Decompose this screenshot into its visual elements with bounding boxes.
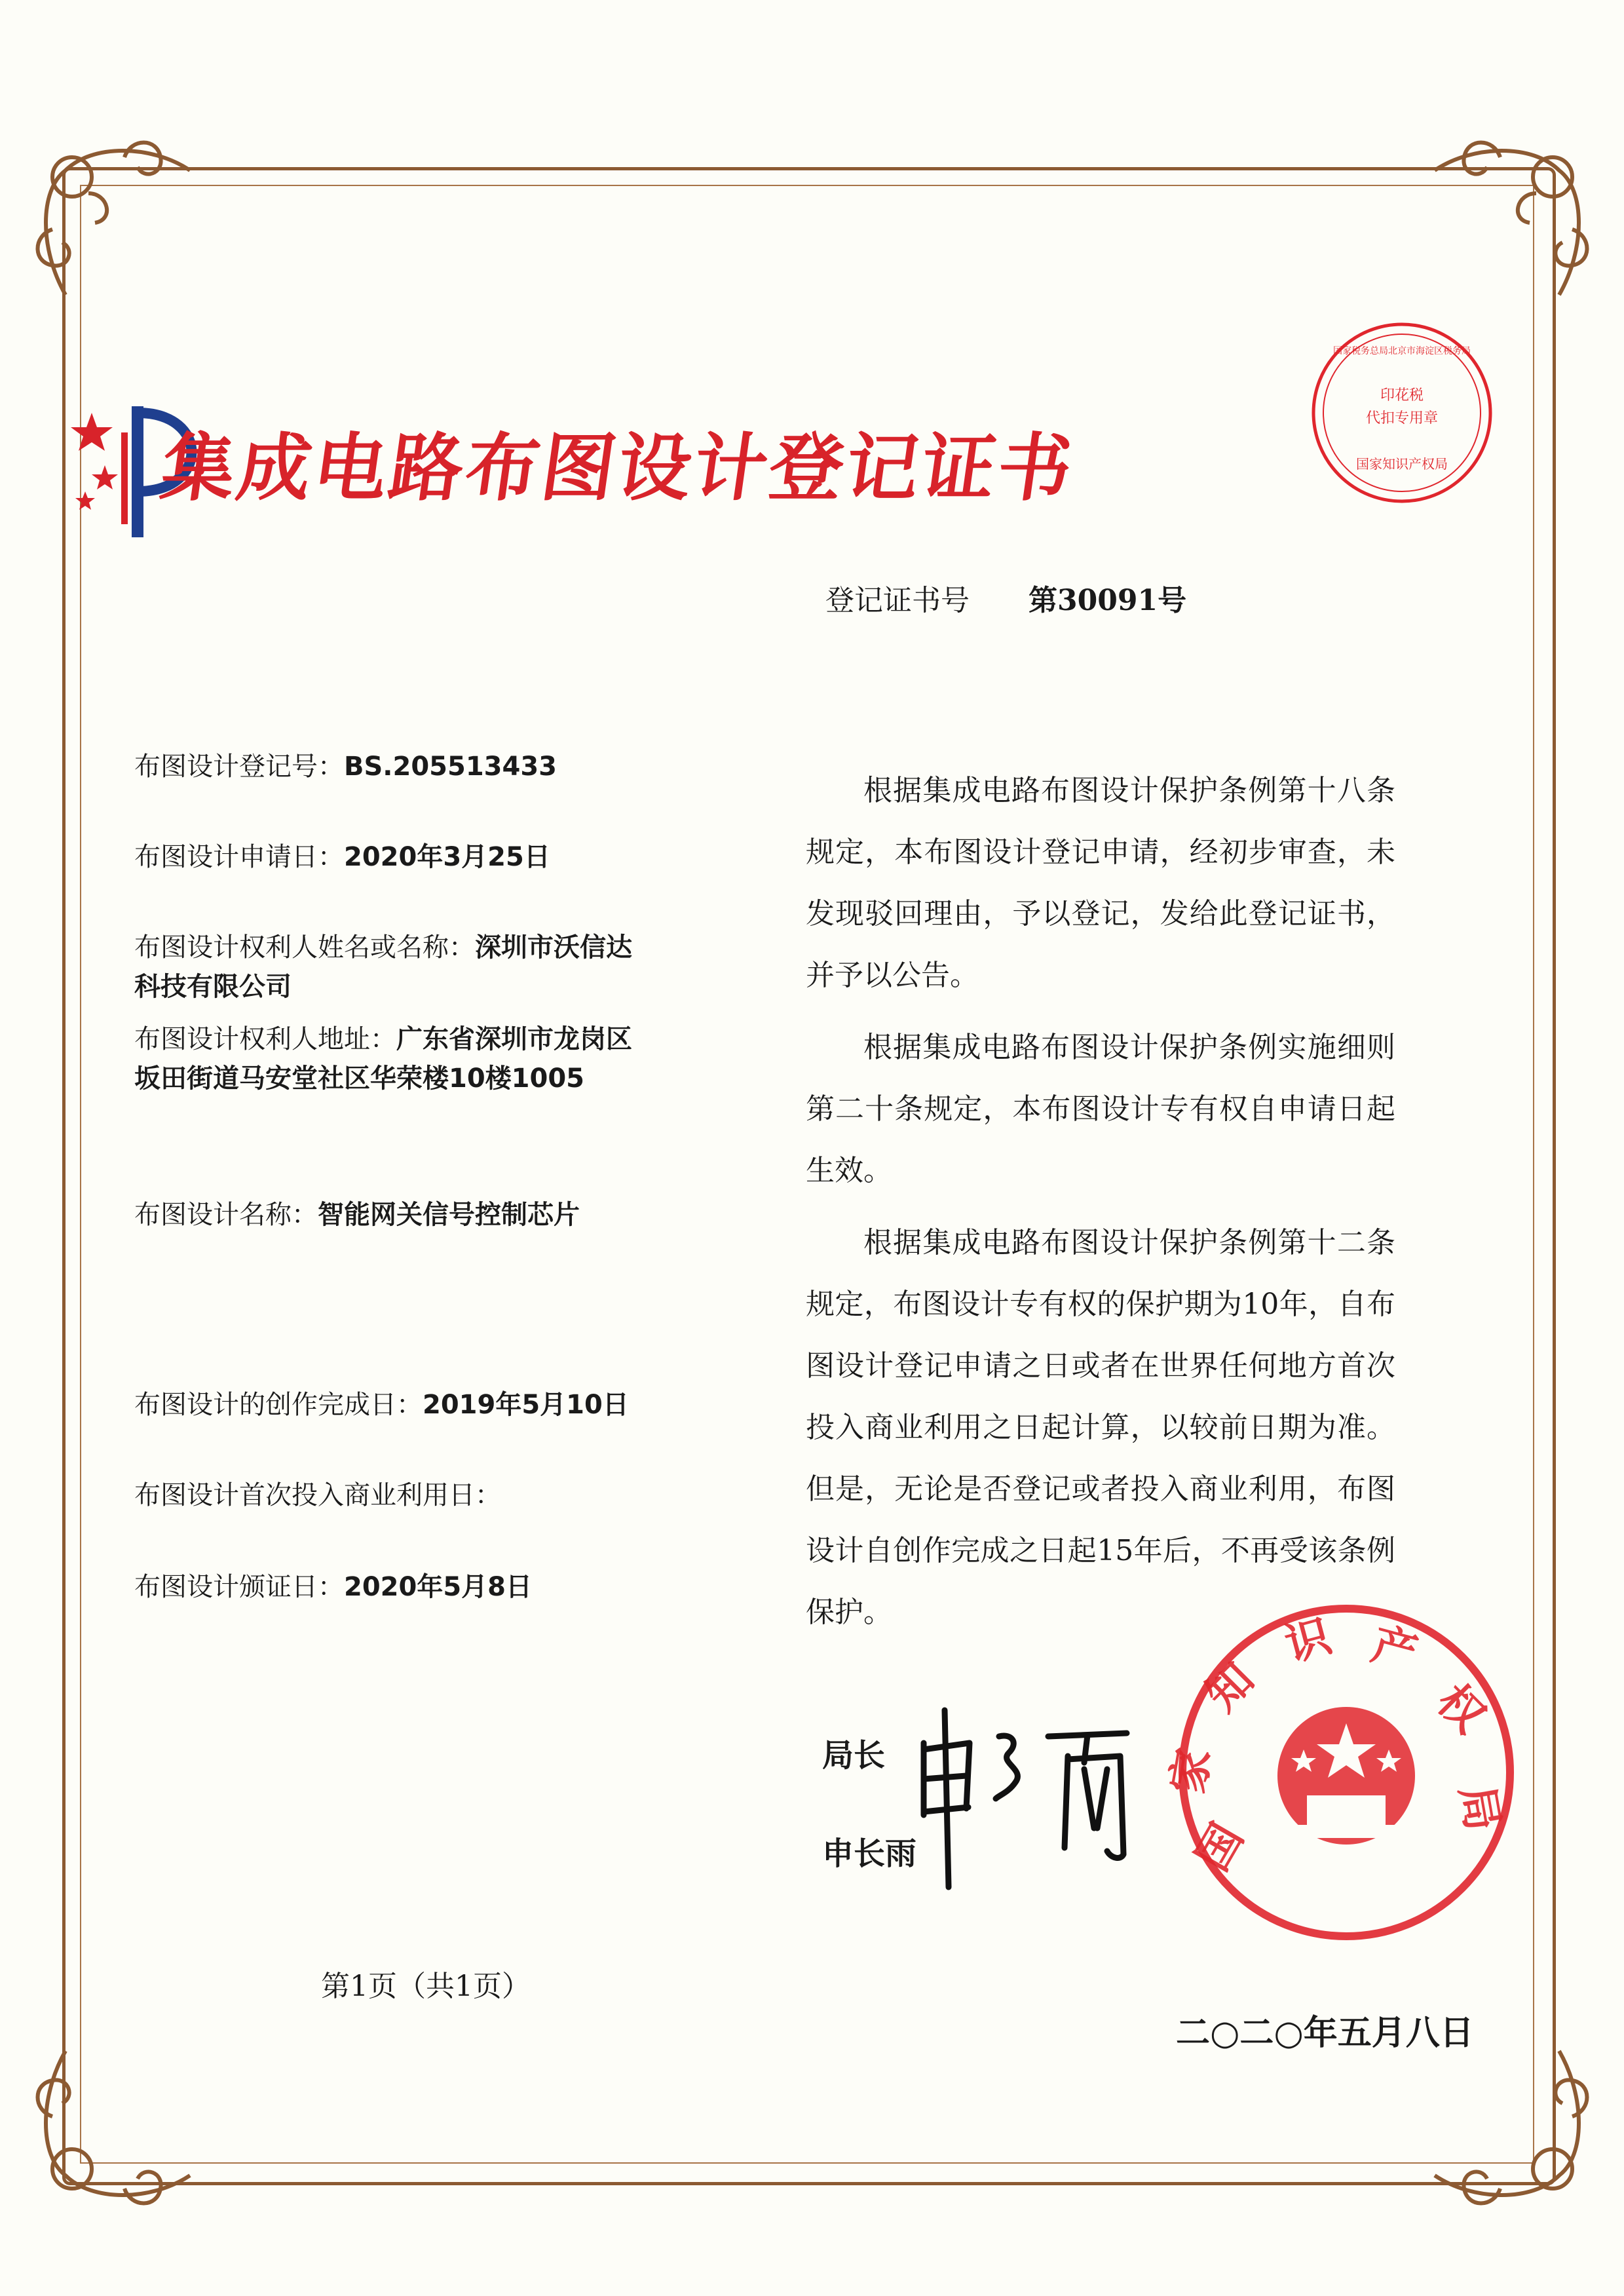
svg-text:国家知识产权局: 国家知识产权局 bbox=[1356, 456, 1448, 472]
field-label: 布图设计权利人姓名或名称： bbox=[134, 932, 475, 963]
field-value: 2019年5月10日 bbox=[423, 1390, 629, 1420]
handwritten-signature bbox=[911, 1697, 1146, 1894]
field-holder-address bbox=[134, 1020, 645, 1098]
svg-text:识: 识 bbox=[1279, 1609, 1337, 1672]
svg-text:产: 产 bbox=[1366, 1618, 1424, 1681]
field-value: 广东省深圳市龙岗区坂田街道马安堂社区华荣楼10楼1005 bbox=[134, 1024, 632, 1094]
svg-text:代扣专用章: 代扣专用章 bbox=[1365, 410, 1439, 427]
legal-paragraph: 根据集成电路布图设计保护条例实施细则第二十条规定，本布图设计专有权自申请日起生效。 bbox=[806, 1031, 1395, 1187]
svg-text:局: 局 bbox=[1450, 1782, 1509, 1835]
corner-ornament bbox=[26, 131, 197, 301]
field-label: 布图设计的创作完成日： bbox=[134, 1390, 423, 1420]
field-value: 深圳市沃信达科技有限公司 bbox=[134, 932, 632, 1002]
issue-date: 二○二○年五月八日 bbox=[1176, 2013, 1474, 2053]
corner-ornament bbox=[26, 2044, 197, 2215]
registration-number-row bbox=[825, 577, 1186, 619]
official-seal-icon bbox=[1161, 1599, 1520, 1946]
field-creation-date bbox=[134, 1385, 645, 1425]
field-value: BS.205513433 bbox=[344, 752, 557, 782]
field-value: 2020年3月25日 bbox=[344, 842, 550, 872]
field-first-commercial-date bbox=[134, 1476, 645, 1515]
page-number: 第1页（共1页） bbox=[321, 1970, 531, 2003]
field-label: 布图设计颁证日： bbox=[134, 1572, 344, 1602]
svg-text:国: 国 bbox=[1186, 1814, 1254, 1880]
corner-ornament bbox=[1428, 131, 1598, 301]
registration-number-label: 登记证书号 bbox=[825, 584, 970, 617]
field-label: 布图设计登记号： bbox=[134, 752, 344, 782]
registration-number: 第30091号 bbox=[1029, 584, 1187, 617]
legal-text bbox=[806, 760, 1395, 1654]
field-label: 布图设计首次投入商业利用日： bbox=[134, 1480, 501, 1510]
field-value: 智能网关信号控制芯片 bbox=[318, 1200, 580, 1230]
svg-text:印花税: 印花税 bbox=[1380, 387, 1424, 404]
field-right-holder bbox=[134, 928, 645, 1006]
field-label: 布图设计权利人地址： bbox=[134, 1024, 396, 1054]
signatory-name: 申长雨 bbox=[822, 1835, 917, 1872]
field-registration-no bbox=[134, 747, 645, 786]
svg-text:家: 家 bbox=[1161, 1744, 1221, 1797]
field-issue-date bbox=[134, 1567, 645, 1607]
field-label: 布图设计申请日： bbox=[134, 842, 344, 872]
field-label: 布图设计名称： bbox=[134, 1200, 318, 1230]
field-design-name bbox=[134, 1195, 645, 1234]
signatory-title: 局长 bbox=[822, 1737, 886, 1774]
svg-text:知: 知 bbox=[1196, 1653, 1265, 1722]
legal-paragraph: 根据集成电路布图设计保护条例第十二条规定，布图设计专有权的保护期为10年，自布图设计登记申请之日或者在世界任何地方首次投入商业利用之日起计算，以较前日期为准。但是，无论是否登记或者投入商业利用，布图设计自创作完成之日起15年后，不再受该条例保护。 bbox=[806, 1226, 1395, 1629]
legal-paragraph: 根据集成电路布图设计保护条例第十八条规定，本布图设计登记申请，经初步审查，未发现驳回理由，予以登记，发给此登记证书，并予以公告。 bbox=[806, 774, 1395, 992]
tax-stamp-seal bbox=[1304, 315, 1500, 511]
certificate-title: 集成电路布图设计登记证书 bbox=[156, 425, 1080, 511]
svg-text:国家税务总局北京市海淀区税务局: 国家税务总局北京市海淀区税务局 bbox=[1333, 346, 1471, 356]
corner-ornament bbox=[1428, 2044, 1598, 2215]
field-value: 2020年5月8日 bbox=[344, 1572, 532, 1602]
svg-text:权: 权 bbox=[1426, 1674, 1496, 1744]
field-application-date bbox=[134, 837, 645, 877]
